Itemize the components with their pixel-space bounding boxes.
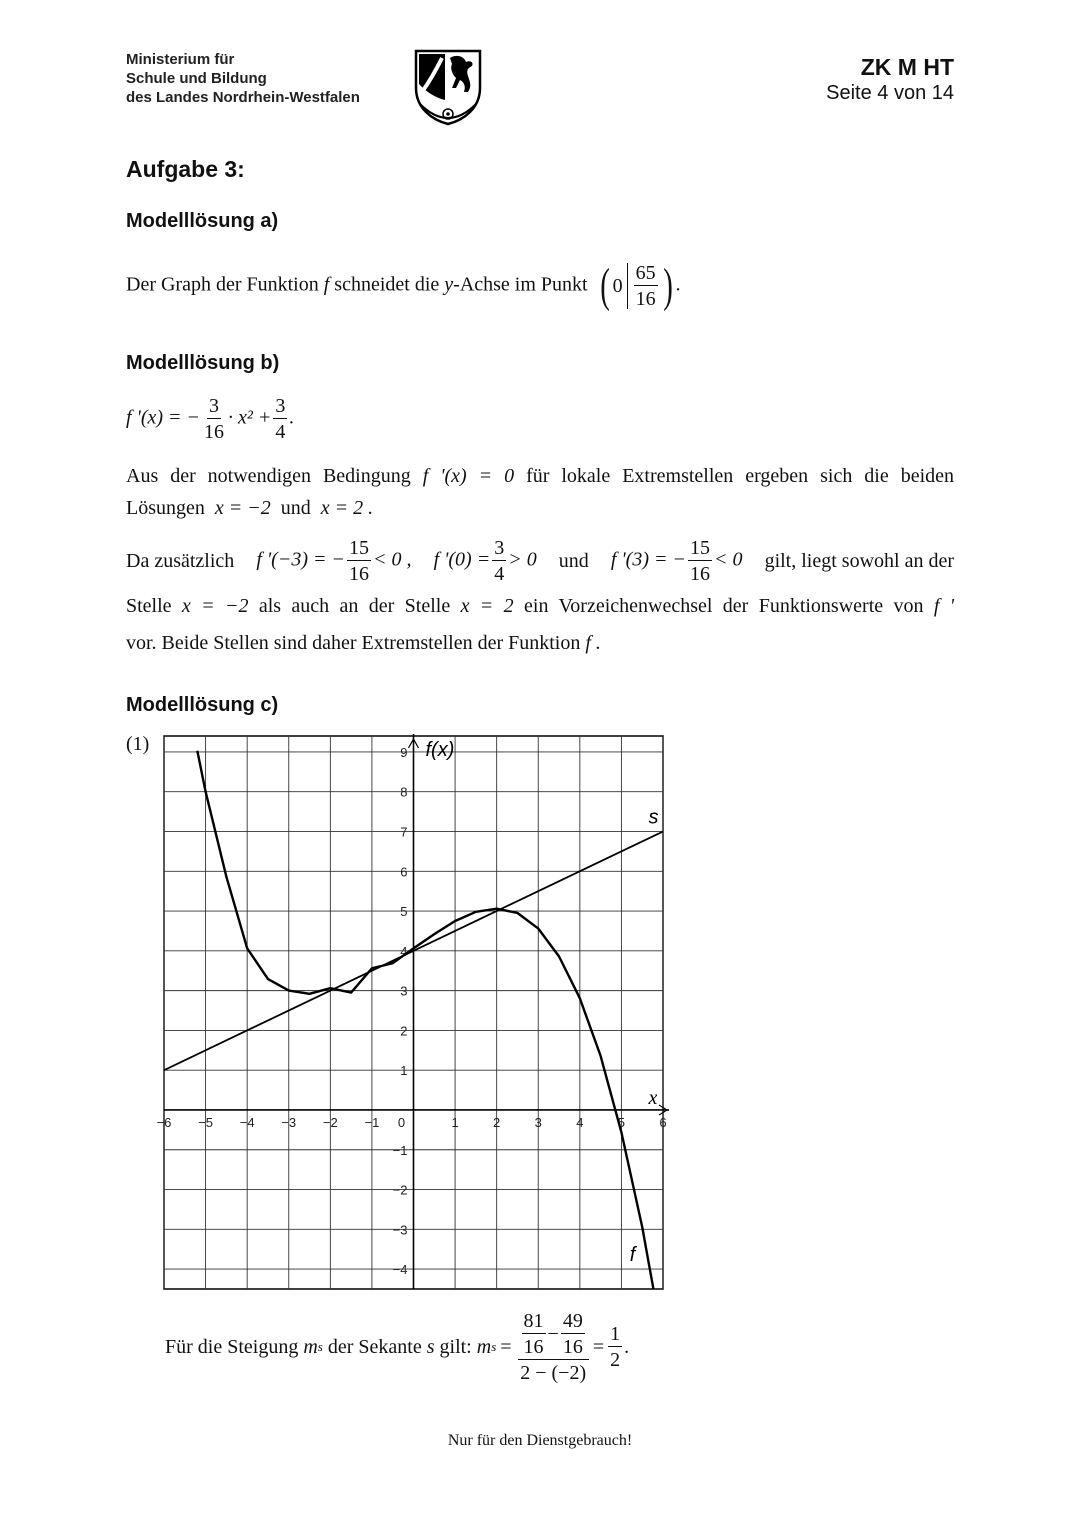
fraction-numerator: 15: [690, 537, 710, 559]
y-axis-label: f(x): [425, 738, 455, 761]
variable-y: y: [444, 273, 454, 296]
function-symbol: f ': [933, 595, 955, 617]
x-tick-label: −2: [322, 1114, 338, 1130]
math-condition: f '(x) = 0: [422, 465, 515, 487]
fraction-numerator: 15: [349, 537, 369, 559]
exam-code: ZK M HT: [860, 54, 954, 80]
point-y-fraction: [634, 263, 658, 309]
x-tick-label: −3: [281, 1114, 297, 1130]
x-tick-label: −1: [364, 1114, 380, 1130]
text-fragment: gilt, liegt sowohl an der: [764, 550, 954, 572]
paragraph-line: [126, 459, 954, 493]
fraction-denominator: 16: [690, 563, 710, 585]
slope-symbol: m: [303, 1336, 318, 1358]
fraction-denominator: 4: [494, 563, 505, 585]
slope-formula: Für die Steigung m s der Sekante s gilt: m s = $\frac{81}{16}$ − $\frac{49}{16}$ 2 − (−2) = $\frac{1}{2}$ .: [165, 1310, 630, 1384]
equals-sign: =: [500, 1336, 512, 1358]
x-tick-label: 6: [659, 1114, 667, 1130]
y-tick-label: 4: [400, 943, 408, 959]
fraction-denominator: 16: [523, 1336, 544, 1358]
fraction-denominator: 16: [635, 288, 656, 310]
text-fragment: und: [558, 550, 589, 572]
section-b-title: Modelllösung b): [126, 352, 280, 374]
paragraph-line: [126, 533, 954, 589]
part-label: (1): [126, 733, 150, 755]
text-fragment: Der Graph der Funktion: [126, 273, 319, 296]
secant-symbol: s: [426, 1336, 435, 1358]
fraction: [492, 538, 506, 584]
fraction-denominator: 16: [562, 1336, 583, 1358]
result-fraction: [608, 1324, 622, 1370]
fraction-numerator: 3: [275, 395, 286, 417]
ministry-line-2: Schule und Bildung: [126, 70, 267, 87]
x-tick-label: 1: [451, 1114, 459, 1130]
fraction-numerator: 49: [562, 1310, 583, 1332]
text-fragment: -Achse im Punkt: [453, 273, 588, 296]
footer-note: Nur für den Dienstgebrauch!: [447, 1432, 633, 1449]
fraction-denominator: 2: [610, 1349, 621, 1371]
fraction-numerator: 65: [635, 262, 656, 284]
slope-big-fraction: [518, 1311, 589, 1383]
x-tick-label: 5: [617, 1114, 626, 1130]
text-fragment: vor. Beide Stellen sind daher Extremstellen der Funktion: [126, 632, 581, 654]
fraction-denominator: 16: [204, 421, 225, 443]
axes: [164, 734, 669, 1289]
x-tick-label: −6: [156, 1114, 172, 1130]
series-label-f: f: [629, 1244, 636, 1267]
math-value: x = 2: [460, 595, 514, 617]
y-tick-label: −1: [392, 1142, 408, 1158]
slope-subscript: s: [317, 1339, 323, 1354]
text-fragment: und: [280, 497, 311, 519]
math-expression: f '(−3) = − $\frac{15}{16}$ < 0 ,: [256, 537, 412, 585]
math-value: x = −2: [181, 595, 249, 617]
formula-middle: · x² +: [228, 406, 272, 429]
minus-sign: −: [547, 1323, 559, 1345]
y-tick-label: −4: [392, 1262, 408, 1278]
point-x: 0: [612, 275, 623, 297]
text-fragment: der Sekante: [327, 1336, 422, 1358]
fraction: [688, 538, 712, 584]
y-tick-label: −3: [392, 1222, 408, 1238]
derivative-formula: f '(x) = − $\frac{3}{16}$ · x² + $\frac{3}{4}$ .: [126, 395, 295, 443]
paragraph-line: [126, 491, 373, 525]
series-f-line: [197, 751, 659, 1319]
text-fragment: Lösungen: [126, 497, 205, 519]
ministry-name: [126, 50, 360, 107]
fraction: [347, 538, 371, 584]
equals-sign: =: [592, 1336, 605, 1358]
fraction-numerator: 3: [494, 537, 505, 559]
fraction: [522, 1311, 546, 1357]
header-right: [826, 54, 954, 105]
point-coordinates: ( 0 $\frac{65}{16}$ ): [599, 259, 673, 312]
slope-subscript: s: [491, 1339, 497, 1354]
x-tick-label: −4: [239, 1114, 255, 1130]
fraction-denominator: 16: [349, 563, 369, 585]
math-solution: x = −2: [214, 497, 271, 519]
text-fragment: Stelle: [126, 595, 172, 617]
series-label-s: s: [648, 806, 659, 829]
task-title: Aufgabe 3:: [126, 156, 245, 182]
y-tick-label: 8: [400, 784, 408, 800]
fraction-denominator: 2 − (−2): [520, 1362, 587, 1384]
ministry-line-3: des Landes Nordrhein-Westfalen: [126, 89, 360, 106]
x-tick-label: 2: [493, 1114, 501, 1130]
page-number: Seite 4 von 14: [826, 82, 954, 104]
x-tick-label: 4: [576, 1114, 584, 1130]
y-tick-label: 3: [400, 983, 408, 999]
y-tick-label: 5: [400, 904, 408, 920]
slope-symbol: m: [476, 1336, 492, 1358]
x-axis-label: x: [648, 1086, 658, 1109]
ministry-line-1: Ministerium für: [126, 51, 235, 68]
function-symbol: f .: [585, 632, 601, 654]
paragraph-line: [126, 589, 954, 623]
paragraph-line: [126, 626, 601, 660]
math-solution: x = 2 .: [320, 497, 374, 519]
y-tick-label: 2: [400, 1023, 408, 1039]
fraction-numerator: 1: [610, 1323, 621, 1345]
function-symbol: f: [323, 273, 330, 296]
y-tick-label: 1: [400, 1063, 408, 1079]
text-fragment: Da zusätzlich: [126, 550, 235, 572]
coat-of-arms-logo: [412, 48, 484, 126]
x-tick-label: −5: [198, 1114, 213, 1130]
fraction-numerator: 81: [523, 1310, 544, 1332]
fraction-denominator: 4: [275, 421, 286, 443]
y-tick-label: −2: [392, 1182, 408, 1198]
text-fragment: als auch an der Stelle: [258, 595, 451, 617]
fraction: [273, 396, 287, 442]
section-c-title: Modelllösung c): [126, 694, 279, 716]
x-tick-label: 0: [397, 1114, 406, 1130]
text-fragment: ein Vorzeichenwechsel der Funktionswerte von: [524, 595, 924, 617]
text-fragment: gilt:: [439, 1336, 472, 1358]
tick-labels: [157, 745, 667, 1277]
text-fragment: schneidet die: [334, 273, 440, 296]
formula-lhs: f '(x) = −: [126, 406, 201, 429]
fraction: [561, 1311, 585, 1357]
text-fragment: Aus der notwendigen Bedingung: [126, 465, 411, 487]
text-fragment: Für die Steigung: [165, 1336, 299, 1358]
section-a-title: Modelllösung a): [126, 210, 279, 232]
x-tick-label: 3: [534, 1114, 542, 1130]
section-a-text: Der Graph der Funktion f schneidet die y-Achse im Punkt ( 0 $\frac{65}{16}$ ) .: [126, 259, 681, 312]
text-fragment: für lokale Extremstellen ergeben sich die beiden: [526, 465, 955, 487]
math-expression: f '(0) = $\frac{3}{4}$ > 0: [433, 537, 537, 585]
math-expression: f '(3) = − $\frac{15}{16}$ < 0: [610, 537, 743, 585]
fraction: [202, 396, 226, 442]
y-tick-label: 7: [400, 824, 408, 840]
function-graph: [156, 732, 670, 1294]
y-tick-label: 6: [400, 864, 408, 880]
y-tick-label: 9: [400, 744, 408, 760]
fraction-numerator: 3: [209, 395, 220, 417]
